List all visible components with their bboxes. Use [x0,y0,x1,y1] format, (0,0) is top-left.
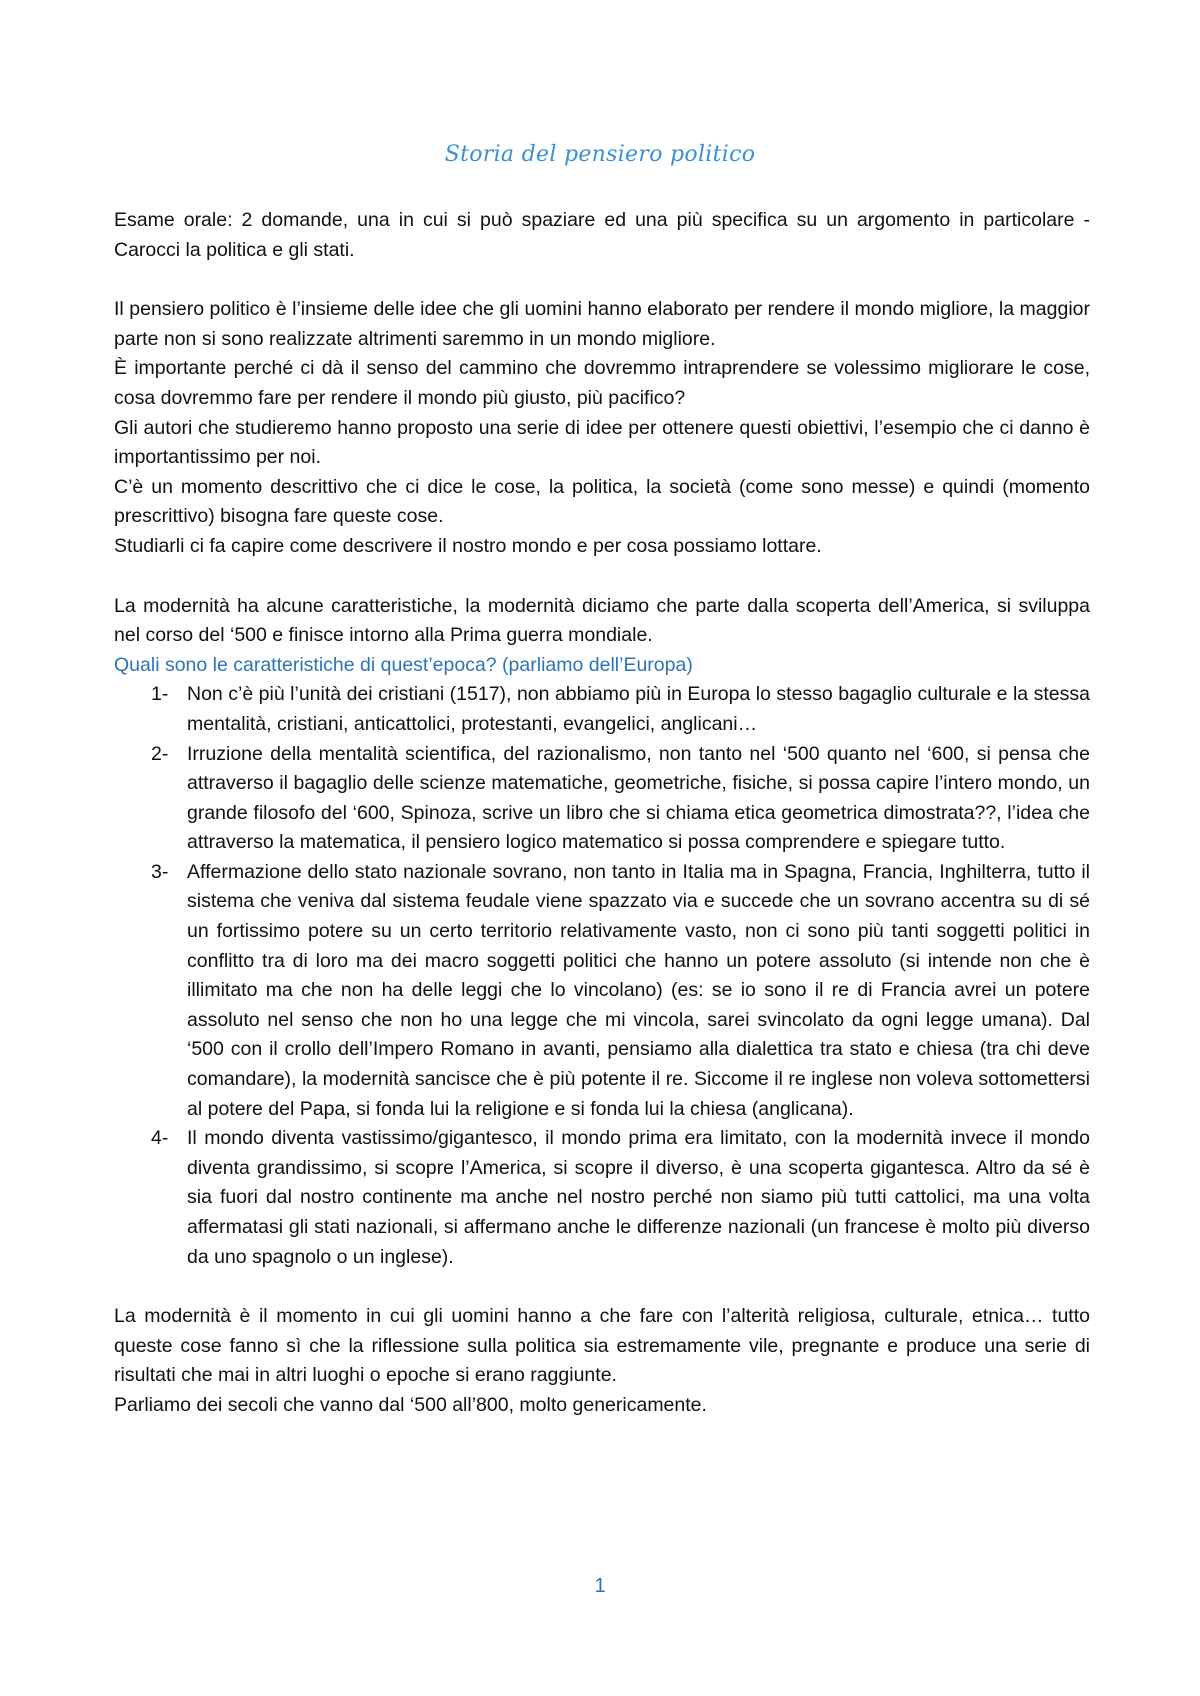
paragraph: La modernità è il momento in cui gli uomini hanno a che fare con l’alterità religiosa, culturale, etnica… tutto queste cose fanno sì che la riflessione sulla politica sia estremamente vile, pregnante e produce una serie di risultati che mai in altri luoghi o epoche si erano raggiunte. [114,1305,1090,1387]
list-item [114,740,1090,858]
list-item-number: 3- [151,860,169,883]
spacer [114,265,1090,295]
paragraph: Gli autori che studieremo hanno proposto una serie di idee per ottenere questi obiettivi, l’esempio che ci danno è importantissimo per noi. [114,416,1090,469]
document-body [114,206,1090,1421]
paragraph: C’è un momento descrittivo che ci dice le cose, la politica, la società (come sono messe) e quindi (momento prescrittivo) bisogna fare queste cose. [114,475,1090,528]
list-item-number: 2- [151,742,169,765]
characteristics-list [114,680,1090,1272]
paragraph: È importante perché ci dà il senso del cammino che dovremmo intraprendere se volessimo migliorare le cose, cosa dovremmo fare per rendere il mondo più giusto, più pacifico? [114,357,1090,409]
list-item-number: 4- [151,1127,169,1150]
document-title: Storia del pensiero politico [444,142,756,167]
list-item [114,858,1090,1124]
spacer [114,1272,1090,1302]
spacer [114,562,1090,592]
paragraph: Studiarli ci fa capire come descrivere il nostro mondo e per cosa possiamo lottare. [114,534,822,557]
list-item-text: Affermazione dello stato nazionale sovrano, non tanto in Italia ma in Spagna, Francia, Inghilterra, tutto il sistema che veniva dal sistema feudale viene spazzato via e succede che un sovrano accentra su di sé un fortissimo potere su un certo territorio relativamente vasto, non ci sono più tanti soggetti politici in conflitto tra di loro ma dei macro soggetti politici che hanno un potere assoluto (si intende non che è illimitato ma che non ha delle leggi che lo vincolano) (es: se io sono il re di Francia avrei un potere assoluto nel senso che non ho una legge che mi vincola, sarei svincolato da ogni legge umana). Dal ‘500 con il crollo dell’Impero Romano in avanti, pensiamo alla dialettica tra stato e chiesa (tra chi deve comandare), la modernità sancisce che è più potente il re. Siccome il re inglese non voleva sottomettersi al potere del Papa, si fonda lui la religione e si fonda lui la chiesa (anglicana). [187,860,1090,1120]
list-item-number: 1- [151,683,169,706]
list-item [114,1124,1090,1272]
list-item-text: Irruzione della mentalità scientifica, del razionalismo, non tanto nel ‘500 quanto nel ‘600, si pensa che attraverso il bagaglio delle scienze matematiche, geometriche, fisiche, si possa capire l’intero mondo, un grande filosofo del ‘600, Spinoza, scrive un libro che si chiama etica geometrica dimostrata??, l’idea che attraverso la matematica, il pensiero logico matematico si possa comprendere e spiegare tutto. [187,742,1090,854]
paragraph: Esame orale: 2 domande, una in cui si può spaziare ed una più specifica su un argomento in particolare - Carocci la politica e gli stati. [114,209,1090,261]
paragraph: Parliamo dei secoli che vanno dal ‘500 all’800, molto genericamente. [114,1393,707,1416]
paragraph: Il pensiero politico è l’insieme delle idee che gli uomini hanno elaborato per rendere il mondo migliore, la maggior parte non si sono realizzate altrimenti saremmo in un mondo migliore. [114,298,1090,350]
section-question: Quali sono le caratteristiche di quest’epoca? (parliamo dell’Europa) [114,653,693,676]
list-item-text: Non c’è più l’unità dei cristiani (1517), non abbiamo più in Europa lo stesso bagaglio culturale e la stessa mentalità, cristiani, anticattolici, protestanti, evangelici, anglicani… [187,683,1090,735]
page-number: 1 [594,1575,606,1597]
list-item [114,680,1090,739]
list-item-text: Il mondo diventa vastissimo/gigantesco, il mondo prima era limitato, con la modernità invece il mondo diventa grandissimo, si scopre l’America, si scopre il diverso, è una scoperta gigantesca. Altro da sé è sia fuori dal nostro continente ma anche nel nostro perché non siamo più tutti cattolici, ma una volta affermatasi gli stati nazionali, si affermano anche le differenze nazionali (un francese è molto più diverso da uno spagnolo o un inglese). [187,1127,1090,1268]
paragraph: La modernità ha alcune caratteristiche, la modernità diciamo che parte dalla scoperta dell’America, si sviluppa nel corso del ‘500 e finisce intorno alla Prima guerra mondiale. [114,594,1090,647]
